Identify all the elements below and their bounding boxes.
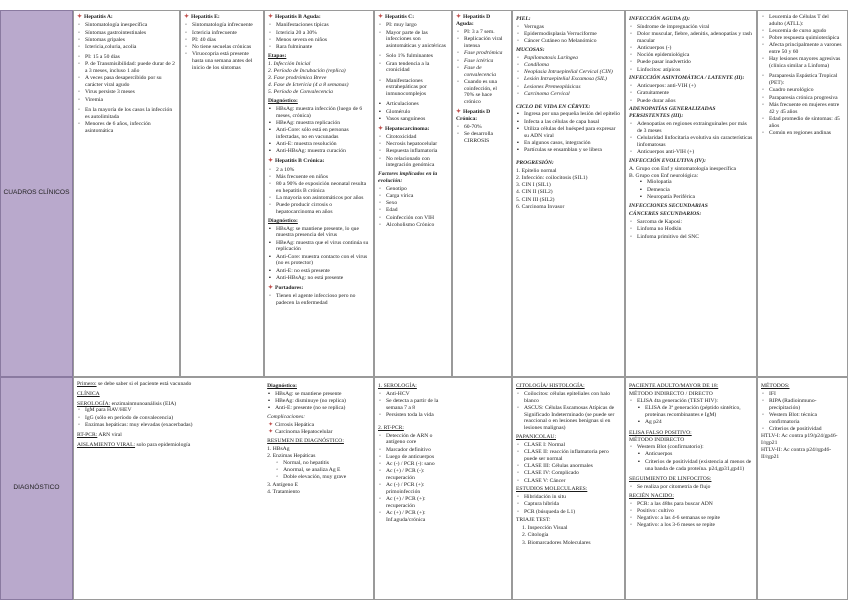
- cell-diag-htlv: [757, 377, 848, 600]
- list-item: ◦ Menores de 6 años, infección asintomática: [77, 121, 176, 135]
- list-item: 2. Citología: [522, 532, 549, 539]
- diag-hiv-nb: [629, 501, 753, 529]
- list-item: ◦ P. de Transmisibilidad: puede durar de 2 a 3 meses, incluso 1 año: [77, 61, 176, 75]
- hep-c-list-3: [378, 78, 448, 98]
- list-item: ◦ Citotoxicidad: [378, 134, 448, 141]
- hep-c-factors-title: Factores implicados en la evolución:: [378, 171, 438, 184]
- cell-hepatitis-b: [264, 10, 374, 377]
- list-item: 3. CIN I (SIL1): [516, 182, 551, 189]
- hep-e-title: ✦ Hepatitis E:: [184, 14, 260, 21]
- diag-comp-list: [267, 422, 370, 436]
- list-item: ▪ Ag p24: [637, 419, 753, 426]
- list-item: ◦ Ac (+) / PCR (+): recuperación: [378, 496, 453, 510]
- list-item: 3. Antígeno E: [267, 481, 299, 488]
- list-item: ◦ CLASE I: Normal: [516, 442, 621, 449]
- list-item: ◦ Ictericia 20 a 30%: [268, 30, 370, 37]
- list-item: ◦ RIPA (Radioinmuno-precipitación): [761, 398, 844, 412]
- list-item: ◦ Genotipo: [378, 186, 448, 193]
- hep-c-list: [378, 22, 448, 50]
- list-item: ▪ HBeAg: muestra que el virus continúa su replicación: [268, 240, 370, 254]
- list-item: ◦ Alcoholismo Crónico: [378, 222, 448, 229]
- hpv-skin: [516, 24, 621, 45]
- diag-hpv-cito-title: CITOLOGÍA/ HISTOLOGÍA:: [516, 383, 585, 389]
- list-item: 1. HBsAg: [267, 445, 290, 452]
- cell-diag-hpv: [512, 377, 625, 600]
- list-item: ◦ Mayor parte de las infecciones son asintomáticas y anictéricas: [378, 30, 448, 50]
- list-item: ▪ Anticuerpos: [637, 451, 753, 458]
- list-item: ◦ Lesiones Premeoplásicas: [516, 84, 621, 91]
- list-item: ✦ Cirrosis Hepática: [267, 422, 370, 429]
- list-item: 2. Enzimas Hepáticas: [267, 452, 316, 459]
- hep-e-list: [184, 22, 260, 71]
- hiv-group-a: A. Grupo con Enf y sintomatología inespecífica: [629, 165, 737, 172]
- list-item: ◦ Cuando es una coinfección, el 70% se hace crónico: [456, 79, 508, 106]
- list-item: ◦ Puede pasar inadvertido: [629, 59, 753, 66]
- list-item: ◦ IFI: [761, 391, 844, 398]
- list-item: ◦ Afecta principalmente a varones entre 50 y 60: [761, 42, 844, 56]
- list-item: ◦ Western Blot (confirmatorio):: [629, 444, 753, 451]
- list-item: ◦ Adenopatías en regiones extrainguinales por más de 3 meses: [629, 121, 753, 135]
- hep-c-hcc: [378, 134, 448, 169]
- list-item: ◦ Edad promedio de síntomas: 45 años: [761, 116, 844, 130]
- cell-hepatitis-c: [374, 10, 452, 377]
- list-item: ◦ Edad: [378, 207, 448, 214]
- diag-hiv-indirect: MÉTODO INDIRECTO / DIRECTO: [629, 390, 713, 397]
- list-item: ◦ Enzimas hepáticas: muy elevadas (exacerbadas): [77, 422, 263, 429]
- hep-a-list: [77, 22, 176, 50]
- list-item: ◦ Fase ictérica: [456, 58, 508, 65]
- diag-hpv-mol: [516, 494, 621, 515]
- list-item: ◦ Replicación viral intensa: [456, 36, 508, 50]
- diag-summary: [267, 446, 370, 460]
- hiv-latent: [629, 83, 753, 104]
- htlv-atll: [761, 28, 844, 70]
- list-item: ◦ 80 a 90% de exposición neonatal resulta en hepatitis B crónica: [268, 181, 370, 195]
- diag-summary-title: RESUMEN DE DIAGNÓSTICO:: [267, 437, 344, 444]
- diag-hcv-combos: [378, 461, 453, 524]
- list-item: ◦ Negativo: a los 3-6 meses se repite: [629, 522, 753, 529]
- list-item: ◦ CLASE IV: Complicado: [516, 470, 621, 477]
- list-item: ◦ Ac (-) / PCR (+): primoinfección: [378, 482, 453, 496]
- diag-hiv-elisa-sub: [629, 405, 753, 426]
- cell-hepatitis-a: [73, 10, 180, 377]
- list-item: ◦ CLASE III: Células anormales: [516, 463, 621, 470]
- list-item: ◦ Papilomatosis Laríngea: [516, 55, 621, 62]
- row-label-clinical-text: CUADROS CLÍNICOS: [3, 189, 70, 197]
- list-item: ▪ ELISA de 3ª generación (péptido sintético, proteínas recombinantes e IgM): [637, 405, 753, 419]
- list-item: ◦ Rara fulminante: [268, 44, 370, 51]
- list-item: ◦ Western Blot: técnica confirmatoria: [761, 412, 844, 426]
- list-item: ◦ A veces pasa desapercibido por su carácter viral agudo: [77, 75, 176, 89]
- hep-c-title: ✦ Hepatitis C:: [378, 14, 448, 21]
- list-item: ◦ Neoplasia Intraepitelial Cervical (CIN): [516, 69, 621, 76]
- row-label-clinical: [0, 10, 73, 377]
- row-label-diagnostic: [0, 377, 73, 600]
- list-item: ◦ IgM para HAV/HEV: [77, 407, 263, 414]
- list-item: ◦ No tiene secuelas crónicas: [184, 44, 260, 51]
- list-item: ◦ Hibridación in situ: [516, 494, 621, 501]
- hep-a-title: ✦ Hepatitis A:: [77, 14, 176, 21]
- cell-hepatitis-e: [180, 10, 264, 377]
- list-item: ◦ Coilocitos: células epiteliales con halo blanco: [516, 391, 621, 405]
- list-item: ▪ Anti-HBsAg: no está presente: [268, 275, 370, 282]
- list-item: ◦ PCR (búsqueda de L1): [516, 509, 621, 516]
- hep-b-chronic: [268, 167, 370, 216]
- hep-b-title: ✦ Hepatitis B Aguda:: [268, 14, 370, 21]
- list-item: ▪ Vasos sanguíneos: [378, 116, 448, 123]
- list-item: ◦ Paraparesia crónica progresiva: [761, 95, 844, 102]
- diag-hiv-seg: [629, 484, 753, 491]
- hiv-group-b: B. Grupo con Enf neurológica:: [629, 172, 699, 179]
- diag-htlv-list: [761, 391, 844, 433]
- list-item: ◦ Ac (+) / PCR (+): Inf.aguda/crónica: [378, 510, 453, 524]
- list-item: ◦ Celularidad linfocitaria evolutiva sin características linfomatosas: [629, 135, 753, 149]
- list-item: ◦ Sexo: [378, 200, 448, 207]
- list-item: ◦ Positivo: cultivo: [629, 508, 753, 515]
- list-item: ◦ Puede durar años: [629, 98, 753, 105]
- hpv-skin-title: PIEL:: [516, 16, 531, 22]
- diag-serologia-text: enzimainmunoanálisis (EIA): [110, 400, 177, 407]
- htlv-pet-title: [761, 73, 844, 87]
- hiv-cancer: [629, 219, 753, 240]
- list-item: 1. Inspección Visual: [522, 525, 568, 532]
- list-item: ◦ Se realiza por citometría de flujo: [629, 484, 753, 491]
- hep-c-factors: [378, 186, 448, 229]
- list-item: ◦ Linfoma primitivo del SNC: [629, 234, 753, 241]
- cell-diag-hcv: [374, 377, 512, 600]
- diag-htlv-title: MÉTODOS:: [761, 383, 790, 389]
- list-item: ◦ Pobre respuesta quimioterápica: [761, 35, 844, 42]
- list-item: ▪ Anti-Core: muestra contacto con el virus (no es protector): [268, 254, 370, 268]
- hiv-cancer-title: CÁNCERES SECUNDARIOS:: [629, 211, 702, 218]
- hiv-acute-title: INFECCIÓN AGUDA (I):: [629, 16, 691, 22]
- list-item: ▪ En algunos casos, integración: [516, 140, 621, 147]
- hep-d-list: [456, 29, 508, 106]
- list-item: ◦ Síntomas gripales: [77, 37, 176, 44]
- list-item: ◦ Viremia: [77, 97, 176, 104]
- diag-hpv-triaje-title: TRIAJE TEST:: [516, 517, 551, 524]
- list-item: ▪ HBsAg: muestra infección (luego de 6 meses, crónica): [268, 106, 370, 120]
- diag-hiv-wb: [629, 444, 753, 451]
- cell-diag-hiv: [625, 377, 757, 600]
- list-item: ▪ Anti-E: no está presente: [268, 268, 370, 275]
- list-item: ◦ Lesión Intraepitelial Escamosa (SIL): [516, 76, 621, 83]
- list-item: ◦ Se detecta a partir de la semana 7 a 8: [378, 398, 453, 412]
- hep-b-chronic-title: ✦ Hepatitis B Crónica:: [268, 158, 370, 165]
- list-item: ◦ Noción epidemiológica: [629, 52, 753, 59]
- list-item: ▪ Anti-E: muestra resolución: [268, 141, 370, 148]
- list-item: ◦ Común en regiones andinas: [761, 130, 844, 137]
- list-item: ◦ Captura híbrida: [516, 501, 621, 508]
- list-item: ◦ Coinfección con VIH: [378, 215, 448, 222]
- diag-rtpcr-label: RT-PCR:: [77, 432, 98, 439]
- cell-hiv: [625, 10, 757, 377]
- list-item: ▪ Neuropatía Periférica: [639, 194, 753, 201]
- list-item: ◦ Fase de convalecencia: [456, 65, 508, 79]
- list-item: ◦ 60-70%: [456, 124, 508, 131]
- list-item: ◦ ELISA 4ta generación (TEST HIV):: [629, 398, 753, 405]
- diag-hpv-triaje: [516, 525, 621, 546]
- diag-hbv-title: Diagnóstico:: [267, 383, 297, 389]
- diag-hcv-sero: [378, 391, 453, 419]
- list-item: ◦ Linfocitos: atípicos: [629, 67, 753, 74]
- list-item: ▪ Partículas se ensamblan y se libera: [516, 147, 621, 154]
- list-item: ◦ Verrugas: [516, 24, 621, 31]
- diag-rtpcr: [77, 432, 263, 439]
- cell-htlv: [757, 10, 848, 377]
- diag-primero: [77, 381, 263, 388]
- hep-b-diag-title: Diagnóstico:: [268, 98, 298, 105]
- hep-b-diag: [268, 106, 370, 155]
- list-item: ◦ Anticuerpos: anti-VIH (+): [629, 83, 753, 90]
- list-item: 1. Infección Inicial: [268, 60, 311, 67]
- list-item: ◦ Viruocopria está presente hasta una semana antes del inicio de los síntomas: [184, 51, 260, 71]
- hep-b-diag2-title: Diagnóstico:: [268, 217, 298, 224]
- hpv-cycle: [516, 111, 621, 153]
- list-item: ◦ Normal, no hepatitis: [275, 460, 370, 467]
- hiv-pgl: [629, 121, 753, 156]
- diag-hiv-falso-method: MÉTODO INDIRECTO: [629, 437, 685, 444]
- diag-hcv-pcr: [378, 433, 453, 461]
- list-item: 4. CIN II (SIL2): [516, 189, 553, 196]
- list-item: 6. Carcinoma Invasor: [516, 203, 565, 210]
- hep-b-etapas-title: Etapas:: [268, 52, 287, 59]
- list-item: ▪ Utiliza células del huésped para expresar su ADN viral: [516, 126, 621, 140]
- list-item: ◦ No relacionado con integración genómica: [378, 156, 448, 170]
- hep-c-list-2: [378, 53, 448, 74]
- list-item: 3. Biomarcadores Moleculares: [522, 539, 591, 546]
- list-item: ▪ Anti-Core: sólo está en personas infectadas, no en vacunadas: [268, 127, 370, 141]
- list-item: ◦ PI: 40 días: [184, 37, 260, 44]
- diag-rtpcr-text: ARN viral: [97, 432, 122, 439]
- diag-hpv-pap-title: PAPANICOLAU:: [516, 434, 556, 441]
- hpv-mucosa: [516, 55, 621, 98]
- list-item: ◦ Sintomatología infrecuente: [184, 22, 260, 29]
- list-item: ◦ Cuadro neurológico: [761, 87, 844, 94]
- list-item: ▪ Articulaciones: [378, 101, 448, 108]
- list-item: ◦ Virus persiste 3 meses: [77, 89, 176, 96]
- diag-hcv-sero-title: 1. SEROLOGÍA:: [378, 383, 417, 389]
- diag-hiv-adult-title: PACIENTE ADULTO/MAYOR DE 18:: [629, 383, 719, 389]
- hep-c-list-4: [378, 101, 448, 122]
- hiv-group-b-items: [629, 179, 753, 200]
- diag-primero-label: Primero:: [77, 381, 97, 387]
- list-item: ◦ La mayoría son asintomáticos por años: [268, 195, 370, 202]
- list-item: ▪ Ingresa por una pequeña lesión del epitelio: [516, 111, 621, 118]
- list-item: ◦ Tienen el agente infeccioso pero no padecen la enfermedad: [268, 293, 370, 307]
- list-item: ▪ Demencia: [639, 187, 753, 194]
- row-label-diagnostic-text: DIAGNÓSTICO: [13, 484, 60, 492]
- list-item: ▪ HBsAg: se mantiene presente, lo que muestra presencia del virus: [268, 226, 370, 240]
- list-item: ◦ ASCUS: Células Escamosas Atípicas de Significado Indeterminado (se puede ser reaccional o en lesiones benignas si en lesiones malignas): [516, 405, 621, 432]
- list-item: ◦ Luego de anticuerpos: [378, 454, 453, 461]
- list-item: ◦ Persisten toda la vida: [378, 412, 453, 419]
- hpv-prog-title: PROGRESIÓN:: [516, 159, 554, 166]
- diag-summary-2: [267, 482, 370, 496]
- list-item: ◦ Gratuitamente: [629, 90, 753, 97]
- list-item: ◦ Se desarrolla CIRROSIS: [456, 131, 508, 145]
- list-item: ◦ Ac (-) / PCR (-): sano: [378, 461, 453, 468]
- list-item: ◦ Carga vírica: [378, 193, 448, 200]
- diag-hiv-elisa: [629, 398, 753, 405]
- list-item: ◦ Ictericia,coluria, acolia: [77, 44, 176, 51]
- cell-hepatitis-d: [452, 10, 512, 377]
- diag-sero-list: [77, 407, 263, 428]
- hep-d-chronic: [456, 124, 508, 145]
- hiv-evol-title: INFECCIÓN EVOLUTIVA (IV):: [629, 157, 706, 164]
- list-item: ◦ Anormal, se analiza Ag E: [275, 467, 370, 474]
- hep-a-list-3: [77, 107, 176, 135]
- diag-summary-sub: [267, 460, 370, 481]
- hep-b-diag2: [268, 226, 370, 282]
- list-item: 2. Infección: coilocitosis (SIL1): [516, 174, 588, 181]
- diag-aislamiento-text: solo para epidemiología: [135, 441, 191, 448]
- diag-hiv-nb-title: RECIÉN NACIDO:: [629, 492, 674, 499]
- list-item: ◦ PI: muy largo: [378, 22, 448, 29]
- list-item: 2. Período de Incubación (replica): [268, 67, 346, 74]
- list-item: ▪ Criterios de positividad (existencia al menos de una banda de cada proteína. p24,gp31,gp41): [637, 459, 753, 473]
- diag-serologia-label: SEROLOGÍA:: [77, 400, 111, 407]
- list-item: ◦ Epidermodisplasia Verruciforme: [516, 31, 621, 38]
- list-item: ◦ Gran tendencia a la cronicidad: [378, 61, 448, 75]
- diag-clinica: [77, 391, 263, 398]
- list-item: ◦ Manifestaciones extrahepáticas por inmunocomplejos: [378, 78, 448, 98]
- list-item: 3. Fase prodrómica Breve: [268, 74, 327, 81]
- list-item: ◦ Doble elevación, muy grave: [275, 474, 370, 481]
- hep-d-title: ✦ Hepatitis D Aguda:: [456, 14, 508, 28]
- list-item: ◦ CLASE II: reacción inflamatoria pero puede ser normal: [516, 449, 621, 463]
- diag-hiv-falso-title: ELISA FALSO POSITIVO:: [629, 429, 692, 436]
- list-item: ◦ Solo 1% fulminantes: [378, 53, 448, 60]
- list-item: 5. Período de Convalecencia: [268, 89, 333, 96]
- list-item: 5. CIN III (SIL2): [516, 196, 555, 203]
- cell-diag-hepatitis: [73, 377, 374, 600]
- list-item: ◦ Carcinoma Cervical: [516, 91, 621, 98]
- hep-b-carriers-title: ✦ Portadores:: [268, 285, 370, 292]
- list-item: ◦ Fase prodrómica: [456, 50, 508, 57]
- diag-hep-left: [77, 381, 263, 496]
- list-item: ◦ 2 a 10%: [268, 167, 370, 174]
- diag-hiv-seg-title: SEGUIMIENTO DE LINFOCITOS:: [629, 476, 712, 483]
- diag-hcv-pcr-title: 2. RT-PCR:: [378, 424, 404, 431]
- list-item: ▪ Infecta a las células de capa basal: [516, 119, 621, 126]
- list-item: ◦ CLASE V: Cáncer: [516, 478, 621, 485]
- list-item: ▪ HBeAg: disminuye (no replica): [267, 398, 370, 405]
- list-item: ◦ Necrosis hepatocelular: [378, 141, 448, 148]
- hep-b-list: [268, 22, 370, 50]
- hiv-acute: [629, 24, 753, 74]
- diag-htlv2: HTLV-II: Ac contra p24/rgp46-II/rgp21: [761, 446, 832, 460]
- list-item: ◦ Sarcoma de Kaposi:: [629, 219, 753, 226]
- list-item: ◦ Negativo: a las 4-6 semanas se repite: [629, 515, 753, 522]
- hiv-latent-title: INFECCIÓN ASINTOMÁTICA / LATENTE (II):: [629, 75, 745, 82]
- list-item: ◦ Dolor muscular, fiebre, adenitis, adenopatías y rash macular: [629, 31, 753, 45]
- list-item: ◦ Anticuerpos anti-VIH (+): [629, 149, 753, 156]
- diag-aislamiento: [77, 442, 263, 449]
- hep-c-hcc-title: ✦ Hepatocarcinoma:: [378, 126, 448, 133]
- diag-clinica-label: CLÍNICA: [77, 390, 100, 397]
- list-item: ◦ Anti-HCV: [378, 391, 453, 398]
- list-item: ◦ Detección de ARN o antígeno core: [378, 433, 453, 447]
- hpv-prog: [516, 168, 621, 211]
- list-item: ◦ PI: 3 a 7 sem.: [456, 29, 508, 36]
- list-item: ▪ Glomérulo: [378, 109, 448, 116]
- diag-htlv1: HTLV-I: Ac contra p19/p24/gp46-I/rgp21: [761, 433, 838, 447]
- diag-hbv-list: [267, 391, 370, 412]
- hiv-secondary-title: INFECCIONES SECUNDARIAS: [629, 202, 708, 209]
- hep-b-carriers: [268, 293, 370, 307]
- hpv-mucosa-title: MUCOSAS:: [516, 47, 545, 54]
- hiv-pgl-title: ADENOPATÍAS GENERALIZADAS PERSISTENTES (III):: [629, 106, 716, 120]
- list-item: ◦ Manifestaciones típicas: [268, 22, 370, 29]
- list-item: ◦ En la mayoría de los casos la infección es autolimitada: [77, 107, 176, 121]
- list-item: ◦ Leucemia de Células T del adulto (ATLL):: [761, 14, 844, 28]
- diag-hpv-pap: [516, 442, 621, 484]
- htlv-pet: [761, 87, 844, 136]
- htlv-atll-title: [761, 14, 844, 28]
- list-item: ◦ Más frecuente en niños: [268, 174, 370, 181]
- diag-hiv-wb-sub: [629, 451, 753, 472]
- list-item: ◦ Menos severa en niños: [268, 37, 370, 44]
- diag-hep-right: [267, 381, 370, 496]
- list-item: 4. Fase de Ictericia (4 a 8 semanas): [268, 82, 349, 89]
- cell-hpv: [512, 10, 625, 377]
- list-item: ◦ Ictericia infrecuente: [184, 30, 260, 37]
- hep-d-chronic-title: ✦ Hepatitis D Crónica:: [456, 109, 508, 123]
- list-item: ◦ Leucemia de curso agudo: [761, 28, 844, 35]
- list-item: ◦ PCR: a las 48hs para buscar ADN: [629, 501, 753, 508]
- list-item: ◦ Cáncer Cutáneo no Melanómico: [516, 38, 621, 45]
- list-item: 4. Tratamiento: [267, 488, 300, 495]
- hep-a-list-2: [77, 54, 176, 103]
- list-item: ◦ Respuesta inflamatoria: [378, 148, 448, 155]
- diag-hpv-mol-title: ESTUDIOS MOLECULARES:: [516, 486, 588, 493]
- list-item: ▪ Anti-E: presente (no se replica): [267, 405, 370, 412]
- list-item: ▪ HBsAg: se mantiene presente: [267, 391, 370, 398]
- list-item: ◦ Hay lesiones mayores agresivas (clínica similar a Linfoma): [761, 56, 844, 70]
- list-item: ◦ IgG (sólo en período de convalecencia): [77, 415, 263, 422]
- list-item: ▪ HBeAg: muestra replicación: [268, 120, 370, 127]
- list-item: ◦ Marcador definitivo: [378, 447, 453, 454]
- hpv-cycle-title: CICLO DE VIDA EN CÉRVIX:: [516, 103, 591, 110]
- list-item: ◦ Ac (+) / PCR (-): recuperación: [378, 468, 453, 482]
- list-item: ✦ Carcinoma Hepatocelular: [267, 429, 370, 436]
- diag-aislamiento-label: AISLAMIENTO VIRAL:: [77, 441, 136, 448]
- diag-primero-text: se debe saber si el paciente está vacunado: [96, 381, 192, 387]
- list-item: 1. Epitelio normal: [516, 167, 557, 174]
- diag-serologia: [77, 401, 263, 408]
- list-item: ▪ Anti-HBsAg: muestra curación: [268, 148, 370, 155]
- list-item: ◦ Linfoma no Hodkin: [629, 226, 753, 233]
- list-item: ◦ Síndrome de impregnación viral: [629, 24, 753, 31]
- list-item: ◦ Criterios de positividad: [761, 426, 844, 433]
- list-item: ◦ Puede producir cirrosis o hepatocarcinoma en años: [268, 202, 370, 216]
- list-item: ◦ Paraparesia Espástica Tropical (PET):: [761, 73, 844, 87]
- list-item: ◦ Más frecuente en mujeres entre 42 y 45 años: [761, 102, 844, 116]
- list-item: ▪ Miolopatía: [639, 179, 753, 186]
- list-item: ◦ PI: 15 a 50 días: [77, 54, 176, 61]
- list-item: ◦ Sintomatología inespecífica: [77, 22, 176, 29]
- diag-hpv-cito: [516, 391, 621, 432]
- list-item: ◦ Síntomas gastrointestinales: [77, 30, 176, 37]
- hep-b-etapas: [268, 61, 370, 97]
- list-item: ◦ Condiloma: [516, 62, 621, 69]
- list-item: ◦ Anticuerpos (-): [629, 45, 753, 52]
- diag-comp-title: Complicaciones:: [267, 414, 306, 421]
